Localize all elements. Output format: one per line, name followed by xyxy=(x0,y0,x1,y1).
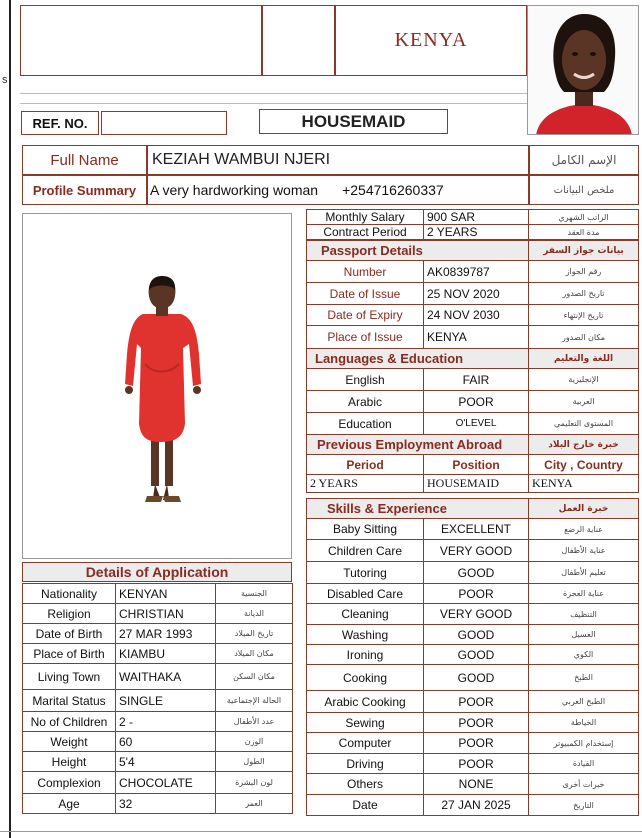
details-label: Place of Birth xyxy=(23,644,116,664)
languages-title-arabic: اللغة والتعليم xyxy=(529,349,639,369)
languages-title: Languages & Education xyxy=(307,349,529,369)
skills-row xyxy=(307,519,639,540)
details-row xyxy=(23,772,293,794)
passport-label: Date of Expiry xyxy=(307,305,424,326)
skills-row xyxy=(307,713,639,733)
details-row xyxy=(23,690,293,712)
skills-arabic: إستخدام الكمبيوتر xyxy=(529,733,639,754)
skills-row xyxy=(307,754,639,774)
details-value: KIAMBU xyxy=(116,644,216,664)
details-label: Marital Status xyxy=(23,690,116,712)
skills-label: Date xyxy=(307,795,424,816)
details-value: CHOCOLATE xyxy=(116,772,216,794)
passport-value: AK0839787 xyxy=(424,261,529,283)
passport-row xyxy=(307,305,639,326)
header-underline-1 xyxy=(20,93,527,94)
skills-title-arabic: خبرة العمل xyxy=(529,499,639,519)
details-label: Living Town xyxy=(23,664,116,690)
skills-row xyxy=(307,625,639,645)
passport-arabic: تاريخ الصدور xyxy=(529,283,639,305)
details-arabic: العمر xyxy=(216,794,293,814)
skills-label: Cleaning xyxy=(307,604,424,625)
passport-title: Passport Details xyxy=(307,241,529,261)
side-mark: s xyxy=(2,74,8,86)
skills-value: POOR xyxy=(424,754,529,774)
contract-row xyxy=(307,225,639,240)
languages-table xyxy=(306,348,639,435)
languages-arabic: المستوى التعليمي xyxy=(529,413,639,435)
details-row xyxy=(23,752,293,772)
employment-col-position: Position xyxy=(424,455,529,475)
details-value: 27 MAR 1993 xyxy=(116,624,216,644)
details-table xyxy=(22,583,293,814)
languages-value: O'LEVEL xyxy=(424,413,529,435)
ref-no-label: REF. NO. xyxy=(21,111,99,135)
salary-arabic: الراتب الشهري xyxy=(529,210,639,225)
details-label: Complexion xyxy=(23,772,116,794)
skills-arabic: عناية الرضع xyxy=(529,519,639,540)
skills-label: Cooking xyxy=(307,665,424,691)
details-label: Religion xyxy=(23,604,116,624)
skills-label: Children Care xyxy=(307,540,424,562)
skills-title: Skills & Experience xyxy=(307,499,529,519)
passport-label: Place of Issue xyxy=(307,326,424,349)
full-body-photo xyxy=(22,213,292,559)
profile-summary-label: Profile Summary xyxy=(22,175,147,205)
employment-title-arabic: خبرة خارج البلاد xyxy=(529,435,639,455)
contract-value: 2 YEARS xyxy=(424,225,529,240)
details-arabic: تاريخ الميلاد xyxy=(216,624,293,644)
salary-table xyxy=(306,209,639,240)
passport-row xyxy=(307,261,639,283)
passport-title-arabic: بيانات جواز السفر xyxy=(529,241,639,261)
details-value: 32 xyxy=(116,794,216,814)
details-arabic: مكان الميلاد xyxy=(216,644,293,664)
languages-row xyxy=(307,391,639,413)
portrait-photo xyxy=(527,5,639,135)
phone-number: +254716260337 xyxy=(342,182,444,198)
languages-row xyxy=(307,413,639,435)
skills-arabic: التنظيف xyxy=(529,604,639,625)
employment-table xyxy=(306,434,639,493)
employment-col-period: Period xyxy=(307,455,424,475)
employment-period: 2 YEARS xyxy=(307,475,424,493)
skills-label: Tutoring xyxy=(307,562,424,584)
header-box-mid xyxy=(262,5,335,76)
passport-row xyxy=(307,326,639,349)
details-arabic: الوزن xyxy=(216,732,293,752)
skills-row xyxy=(307,733,639,754)
employment-row xyxy=(307,475,639,493)
passport-label: Number xyxy=(307,261,424,283)
passport-table xyxy=(306,240,639,349)
details-row xyxy=(23,664,293,690)
languages-value: POOR xyxy=(424,391,529,413)
profile-summary-arabic: ملخص البيانات xyxy=(529,175,639,205)
passport-value: 24 NOV 2030 xyxy=(424,305,529,326)
header-underline-2 xyxy=(20,103,527,104)
details-row xyxy=(23,644,293,664)
details-label: Date of Birth xyxy=(23,624,116,644)
details-arabic: الجنسية xyxy=(216,584,293,604)
skills-label: Baby Sitting xyxy=(307,519,424,540)
details-value: 2 - xyxy=(116,712,216,732)
skills-value: POOR xyxy=(424,691,529,713)
passport-value: KENYA xyxy=(424,326,529,349)
ref-no-field[interactable] xyxy=(101,111,227,135)
salary-value: 900 SAR xyxy=(424,210,529,225)
details-arabic: الحالة الإجتماعية xyxy=(216,690,293,712)
skills-row xyxy=(307,645,639,665)
languages-arabic: العربية xyxy=(529,391,639,413)
skills-arabic: عناية العجزة xyxy=(529,584,639,604)
skills-value: GOOD xyxy=(424,665,529,691)
details-row xyxy=(23,624,293,644)
contract-label: Contract Period xyxy=(307,225,424,240)
contract-arabic: مدة العقد xyxy=(529,225,639,240)
employment-col-headers xyxy=(307,455,639,475)
skills-value: 27 JAN 2025 xyxy=(424,795,529,816)
skills-row xyxy=(307,540,639,562)
details-value: SINGLE xyxy=(116,690,216,712)
skills-label: Others xyxy=(307,774,424,795)
skills-value: GOOD xyxy=(424,562,529,584)
languages-label: Education xyxy=(307,413,424,435)
details-label: Nationality xyxy=(23,584,116,604)
skills-row xyxy=(307,604,639,625)
skills-arabic: التاريخ xyxy=(529,795,639,816)
skills-row xyxy=(307,795,639,816)
details-value: 5'4 xyxy=(116,752,216,772)
skills-row xyxy=(307,665,639,691)
skills-row xyxy=(307,584,639,604)
skills-arabic: الخياطة xyxy=(529,713,639,733)
details-value: CHRISTIAN xyxy=(116,604,216,624)
skills-value: EXCELLENT xyxy=(424,519,529,540)
skills-label: Disabled Care xyxy=(307,584,424,604)
skills-arabic: تعليم الأطفال xyxy=(529,562,639,584)
details-row xyxy=(23,732,293,752)
details-row xyxy=(23,584,293,604)
details-value: KENYAN xyxy=(116,584,216,604)
languages-header xyxy=(307,349,639,369)
full-name-arabic: الإسم الكامل xyxy=(529,145,639,175)
full-name-label: Full Name xyxy=(22,145,147,175)
skills-value: POOR xyxy=(424,733,529,754)
skills-arabic: الطبخ العربي xyxy=(529,691,639,713)
languages-arabic: الإنجليزية xyxy=(529,369,639,391)
skills-arabic: الطبخ xyxy=(529,665,639,691)
passport-label: Date of Issue xyxy=(307,283,424,305)
profile-summary-value: A very hardworking woman +254716260337 xyxy=(147,175,529,205)
salary-row xyxy=(307,210,639,225)
details-arabic: الطول xyxy=(216,752,293,772)
skills-row xyxy=(307,774,639,795)
languages-label: English xyxy=(307,369,424,391)
languages-label: Arabic xyxy=(307,391,424,413)
skills-value: POOR xyxy=(424,713,529,733)
details-arabic: مكان السكن xyxy=(216,664,293,690)
skills-arabic: خبرات أخرى xyxy=(529,774,639,795)
skills-arabic: عناية الأطفال xyxy=(529,540,639,562)
skills-label: Washing xyxy=(307,625,424,645)
skills-value: VERY GOOD xyxy=(424,604,529,625)
passport-arabic: رقم الجواز xyxy=(529,261,639,283)
details-arabic: لون البشرة xyxy=(216,772,293,794)
details-arabic: عدد الأطفال xyxy=(216,712,293,732)
employment-title: Previous Employment Abroad xyxy=(307,435,529,455)
details-value: WAITHAKA xyxy=(116,664,216,690)
details-value: 60 xyxy=(116,732,216,752)
skills-row xyxy=(307,691,639,713)
details-row xyxy=(23,604,293,624)
full-name-value: KEZIAH WAMBUI NJERI xyxy=(147,145,529,175)
languages-value: FAIR xyxy=(424,369,529,391)
skills-arabic: الكوي xyxy=(529,645,639,665)
skills-value: NONE xyxy=(424,774,529,795)
details-label: Weight xyxy=(23,732,116,752)
passport-arabic: مكان الصدور xyxy=(529,326,639,349)
details-row xyxy=(23,794,293,814)
details-label: No of Children xyxy=(23,712,116,732)
skills-value: VERY GOOD xyxy=(424,540,529,562)
skills-label: Ironing xyxy=(307,645,424,665)
skills-table xyxy=(306,498,639,816)
skills-label: Driving xyxy=(307,754,424,774)
skills-value: GOOD xyxy=(424,625,529,645)
passport-header xyxy=(307,241,639,261)
skills-label: Computer xyxy=(307,733,424,754)
employment-header xyxy=(307,435,639,455)
passport-value: 25 NOV 2020 xyxy=(424,283,529,305)
employment-city-country: KENYA xyxy=(529,475,639,493)
skills-arabic: القيادة xyxy=(529,754,639,774)
details-label: Age xyxy=(23,794,116,814)
languages-row xyxy=(307,369,639,391)
page-bottom-rule xyxy=(0,831,642,832)
skills-label: Sewing xyxy=(307,713,424,733)
details-arabic: الديانة xyxy=(216,604,293,624)
passport-arabic: تاريخ الإنتهاء xyxy=(529,305,639,326)
passport-row xyxy=(307,283,639,305)
employment-position: HOUSEMAID xyxy=(424,475,529,493)
position-title: HOUSEMAID xyxy=(259,109,448,134)
skills-value: GOOD xyxy=(424,645,529,665)
skills-label: Arabic Cooking xyxy=(307,691,424,713)
page-left-rule xyxy=(9,0,11,838)
salary-label: Monthly Salary xyxy=(307,210,424,225)
details-row xyxy=(23,712,293,732)
skills-header xyxy=(307,499,639,519)
skills-row xyxy=(307,562,639,584)
details-label: Height xyxy=(23,752,116,772)
header-box-left xyxy=(20,5,262,76)
employment-col-city-country: City , Country xyxy=(529,455,639,475)
details-title: Details of Application xyxy=(22,562,292,582)
skills-value: POOR xyxy=(424,584,529,604)
country-title: KENYA xyxy=(335,5,527,76)
skills-arabic: الغسيل xyxy=(529,625,639,645)
